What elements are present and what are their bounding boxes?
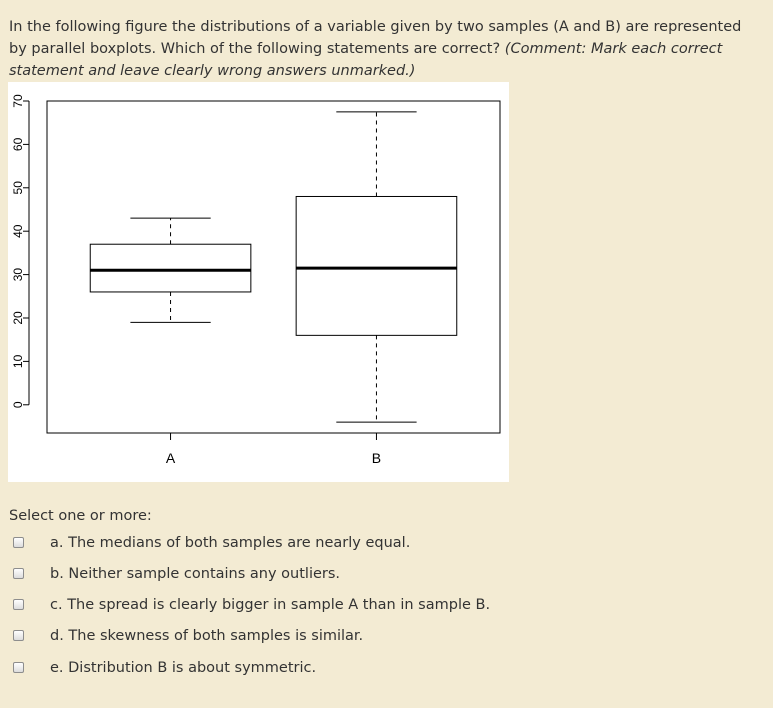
option-d[interactable]	[0, 623, 600, 651]
question-comment: (Comment: Mark each correct statement and leave clearly wrong answers unmarked.)	[9, 41, 723, 79]
question-text	[9, 16, 761, 82]
option-e[interactable]	[0, 655, 600, 683]
option-c-checkbox[interactable]	[13, 599, 24, 610]
y-tick-label-20: 20	[11, 311, 25, 325]
y-tick-label-40: 40	[11, 224, 25, 238]
select-label: Select one or more:	[9, 508, 152, 524]
boxplot-figure	[8, 82, 509, 482]
option-b-label[interactable]: b. Neither sample contains any outliers.	[50, 566, 341, 582]
box-a-iqr	[90, 244, 251, 292]
option-e-checkbox[interactable]	[13, 662, 24, 673]
x-tick-label-a: A	[165, 450, 176, 466]
y-tick-label-50: 50	[11, 181, 25, 195]
box-b-iqr	[296, 196, 457, 335]
option-e-label[interactable]: e. Distribution B is about symmetric.	[50, 660, 317, 676]
option-b[interactable]	[0, 561, 600, 589]
x-tick-label-b: B	[371, 450, 382, 466]
option-d-label[interactable]: d. The skewness of both samples is similar.	[50, 628, 364, 644]
y-tick-label-10: 10	[11, 354, 25, 369]
question-body: In the following figure the distributions of a variable given by two samples (A and B) are represented by parallel boxplots. Which of the following statements are correct?	[9, 19, 742, 57]
option-a[interactable]	[0, 530, 600, 558]
option-a-checkbox[interactable]	[13, 537, 24, 548]
y-tick-label-30: 30	[11, 267, 25, 282]
option-a-label[interactable]: a. The medians of both samples are nearly equal.	[50, 535, 411, 551]
y-tick-label-70: 70	[11, 94, 25, 108]
option-c-label[interactable]: c. The spread is clearly bigger in sample A than in sample B.	[50, 597, 491, 613]
option-d-checkbox[interactable]	[13, 630, 24, 641]
y-tick-label-60: 60	[11, 137, 26, 152]
boxplot-chart	[8, 82, 509, 482]
option-b-checkbox[interactable]	[13, 568, 24, 579]
option-c[interactable]	[0, 592, 600, 620]
y-tick-label-0: 0	[11, 401, 25, 409]
